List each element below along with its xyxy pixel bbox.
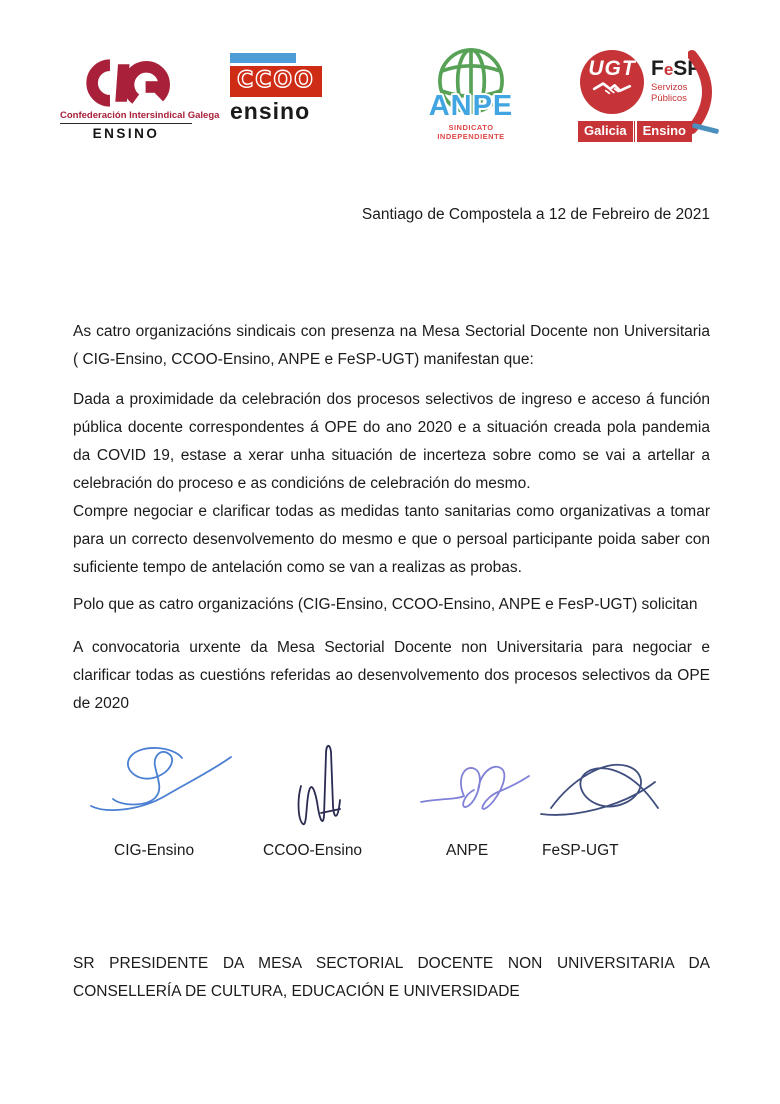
ugt-strip-ensino: Ensino xyxy=(637,121,692,142)
anpe-logo xyxy=(420,44,522,141)
signature-label-anpe: ANPE xyxy=(446,842,489,859)
paragraph-request-intro: Polo que as catro organizacións (CIG-Ensino, CCOO-Ensino, ANPE e FesP-UGT) solicitan xyxy=(73,596,698,613)
cig-letters-icon xyxy=(77,56,175,110)
ccoo-division-label: ensino xyxy=(230,98,311,124)
paragraph-intro: As catro organizacións sindicais con presenza na Mesa Sectorial Docente non Universitaria ( CIG-Ensino, CCOO-Ensino, ANPE e FeSP-UGT) manifestan que: xyxy=(73,323,710,368)
cig-full-name: Confederación Intersindical Galega xyxy=(60,110,192,124)
ugt-acronym: UGT xyxy=(588,57,636,80)
paragraph-context: Dada a proximidade da celebración dos procesos selectivos de ingreso e acceso á función pública docente correspondentes á OPE do ano 2020 e a situación creada pola pandemia da COVID 19, estase a xerar unha situación de incerteza sobre como se vai a artellar a celebración do proceso e as condicións de celebración do mesmo. xyxy=(73,391,710,492)
signature-label-cig-ensino: CIG-Ensino xyxy=(114,842,195,859)
date-line: Santiago de Compostela a 12 de Febreiro de 2021 xyxy=(361,206,710,223)
anpe-acronym: ANPE xyxy=(428,90,514,122)
addressee-line: SR PRESIDENTE DA MESA SECTORIAL DOCENTE NON UNIVERSITARIA DA CONSELLERÍA DE CULTURA, EDUCACIÓN E UNIVERSIDADE xyxy=(73,955,710,1000)
fesp-subtitle: Servizos Públicos xyxy=(651,82,688,105)
signature-cig-ensino xyxy=(85,744,235,822)
signature-anpe xyxy=(417,760,533,820)
fesp-acronym: FeSP xyxy=(651,57,702,80)
ccoo-ensino-logo xyxy=(230,53,322,123)
cig-division-label: ENSINO xyxy=(92,126,160,141)
signature-label-ccoo-ensino: CCOO-Ensino xyxy=(263,842,363,859)
signature-label-fesp-ugt: FeSP-UGT xyxy=(542,842,619,859)
cig-ensino-logo xyxy=(60,56,220,141)
fesp-ugt-logo xyxy=(578,50,718,144)
anpe-tagline: SINDICATO INDEPENDIENTE xyxy=(437,123,505,141)
signature-fesp-ugt xyxy=(537,754,663,824)
signature-ccoo-ensino xyxy=(292,740,348,832)
ugt-emblem xyxy=(580,50,644,114)
ccoo-blue-bar xyxy=(230,53,296,63)
handshake-icon xyxy=(591,80,633,96)
ccoo-acronym: CCOO xyxy=(230,66,322,97)
ugt-strip-divider xyxy=(633,121,637,142)
paragraph-measures: Compre negociar e clarificar todas as medidas tanto sanitarias como organizativas a tomar para un correcto desenvolvemento do mesmo e que o persoal participante poida saber con suficiente tempo de antelación como se van a realizas as probas. xyxy=(73,503,710,576)
paragraph-request: A convocatoria urxente da Mesa Sectorial Docente non Universitaria para negociar e clarificar todas as cuestións referidas ao desenvolvemento dos procesos selectivos da OPE de 2020 xyxy=(73,639,710,712)
ugt-strip-galicia: Galicia xyxy=(578,121,633,142)
ugt-region-strip xyxy=(578,121,692,142)
